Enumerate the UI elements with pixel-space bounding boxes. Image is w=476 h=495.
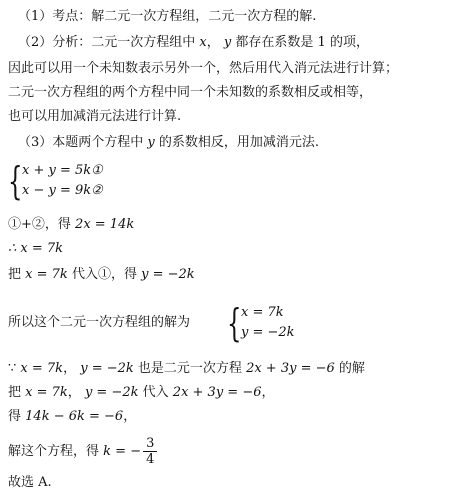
separator: ， [123,409,137,424]
substitute-math: x = 7k [25,267,68,282]
substitute-text-2: 代入①，得 [71,267,137,282]
separator: ， [63,361,77,376]
equation-1: x + y = 5k① [22,163,103,178]
point-text: （1）考点：解二元一次方程组，二元一次方程的解. [18,9,317,24]
derive-line [8,408,136,426]
because-math-1: x = 7k [20,361,64,376]
analysis-text-3: 因此可以用一个未知数表示另外一个，然后用代入消元法进行计算； [8,61,399,76]
analysis-line-4 [8,108,181,126]
analysis-text-5: 也可以用加减消元法进行计算. [8,109,182,124]
solution-intro-text-2: 的系数相反，用加减消元法. [158,135,320,150]
step-add-text: ①+②，得 [8,217,71,232]
left-brace: { [8,159,23,203]
analysis-line-3 [8,84,372,102]
because-equation: 2x + 3y = −6 [246,361,335,376]
point-line [18,8,316,26]
substitute-2-text: 把 [8,385,22,400]
analysis-line [18,34,369,52]
solution-statement-line [8,314,190,332]
because-text-2: 的解 [338,361,365,376]
equation-2: x − y = 9k② [22,183,103,198]
equation-system [8,160,128,202]
because-math-2: y = −2k [80,361,134,376]
substitute-2-math-1: x = 7k [25,385,68,400]
substitute-result: y = −2k [141,267,195,282]
solution-intro-text: （3）本题两个方程中 [18,135,144,150]
solution-system [227,302,307,344]
separator: ， [206,35,220,50]
solve-text: 解这个方程，得 [8,444,100,459]
substitute-line [8,266,195,284]
step-add-math: 2x = 14k [75,217,135,232]
substitute-2-text-2: 代入 [142,385,169,400]
because-symbol: ∵ [8,361,17,376]
because-line [8,360,365,378]
analysis-text: （2）分析：二元一次方程组中 [18,35,196,50]
solution-statement-text: 所以这个二元一次方程组的解为 [8,315,191,330]
derive-math: 14k − 6k = −6 [25,409,124,424]
because-text: 也是二元一次方程 [137,361,242,376]
separator: ， [261,385,275,400]
substitute-2-math-2: y = −2k [84,385,139,400]
step-add-line [8,216,134,234]
substitute-text: 把 [8,267,22,282]
solution-intro-line [18,134,319,152]
answer-line [8,474,52,492]
left-brace: { [227,301,242,345]
solve-math: k = − [103,444,142,459]
solution-x: x = 7k [241,305,284,320]
var-y: y [147,135,155,150]
solve-line [8,434,157,470]
derive-text: 得 [8,409,22,424]
fraction [143,436,157,467]
var-x: x [199,35,207,50]
fraction-denominator: 4 [146,452,155,467]
separator: ， [67,385,81,400]
therefore-line [8,240,63,258]
analysis-line-2 [8,60,398,78]
answer-text: 故选 A. [8,475,52,490]
var-y: y [223,35,232,50]
analysis-text-4: 二元一次方程组的两个方程中同一个未知数的系数相反或相等， [8,85,373,100]
substitute-2-equation: 2x + 3y = −6 [172,385,262,400]
fraction-numerator: 3 [143,436,157,452]
analysis-text-2: 都存在系数是 1 的项， [235,35,369,50]
therefore-math: ∴ x = 7k [8,241,64,256]
substitute-2-line [8,384,275,402]
solution-y: y = −2k [241,325,295,340]
